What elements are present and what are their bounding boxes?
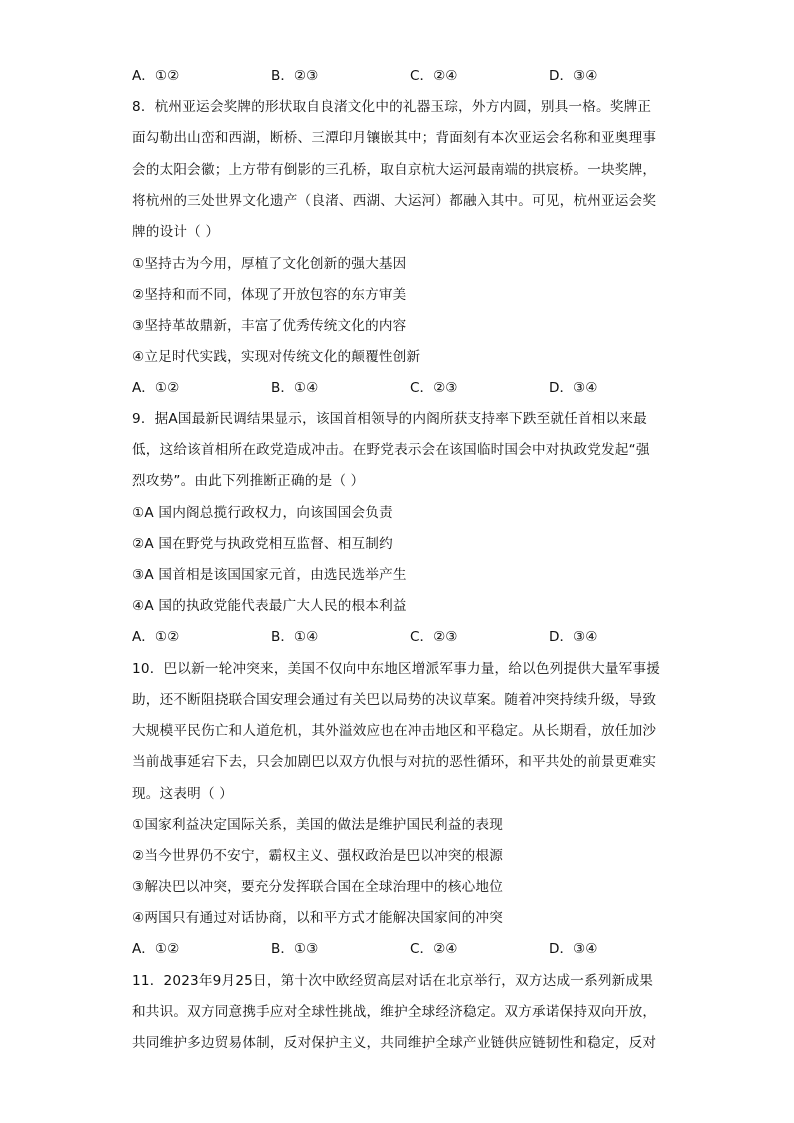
- question-9-line: 9．据A国最新民调结果显示，该国首相领导的内阁所获支持率下跌至就任首相以来最: [132, 411, 647, 427]
- statement-2: ②当今世界仍不安宁，霸权主义、强权政治是巴以冲突的根源: [132, 848, 504, 864]
- question-8-line: 会的太阳会徽；上方带有倒影的三孔桥，取自京杭大运河最南端的拱宸桥。一块奖牌，: [132, 162, 657, 178]
- question-8-line: 8．杭州亚运会奖牌的形状取自良渚文化中的礼器玉琮，外方内圆，别具一格。奖牌正: [132, 99, 652, 115]
- option-c[interactable]: C．②④: [410, 941, 458, 957]
- question-9-line: 低，这给该首相所在政党造成冲击。在野党表示会在该国临时国会中对执政党发起“强: [132, 442, 650, 458]
- statement-1: ①坚持古为今用，厚植了文化创新的强大基因: [132, 256, 407, 272]
- statement-4: ④立足时代实践，实现对传统文化的颠覆性创新: [132, 349, 421, 365]
- options-row-q10: [132, 940, 672, 958]
- statement-2: ②A 国在野党与执政党相互监督、相互制约: [132, 536, 393, 552]
- question-11-line: 共同维护多边贸易体制，反对保护主义，共同维护全球产业链供应链韧性和稳定，反对: [132, 1035, 657, 1051]
- option-b[interactable]: B．①④: [271, 380, 319, 396]
- question-10-line: 大规模平民伤亡和人道危机，其外溢效应也在冲击地区和平稳定。从长期看，放任加沙: [132, 723, 657, 739]
- statement-4: ④两国只有通过对话协商，以和平方式才能解决国家间的冲突: [132, 910, 504, 926]
- option-c[interactable]: C．②③: [410, 629, 458, 645]
- option-a[interactable]: A．①②: [132, 380, 180, 396]
- question-11-line: 和共识。双方同意携手应对全球性挑战，维护全球经济稳定。双方承诺保持双向开放，: [132, 1004, 657, 1020]
- option-c[interactable]: C．②③: [410, 380, 458, 396]
- option-a[interactable]: A．①②: [132, 941, 180, 957]
- statement-3: ③A 国首相是该国国家元首，由选民选举产生: [132, 567, 407, 583]
- statement-3: ③坚持革故鼎新，丰富了优秀传统文化的内容: [132, 318, 407, 334]
- option-a[interactable]: A．①②: [132, 68, 180, 84]
- statement-1: ①A 国内阁总揽行政权力，向该国国会负责: [132, 505, 393, 521]
- option-d[interactable]: D．③④: [549, 941, 598, 957]
- option-a[interactable]: A．①②: [132, 629, 180, 645]
- option-b[interactable]: B．①③: [271, 941, 319, 957]
- options-row-q8: [132, 379, 672, 397]
- question-8-line: 牌的设计（ ）: [132, 224, 220, 240]
- statement-4: ④A 国的执政党能代表最广大人民的根本利益: [132, 598, 407, 614]
- question-10-line: 现。这表明（ ）: [132, 786, 234, 802]
- option-b[interactable]: B．①④: [271, 629, 319, 645]
- statement-1: ①国家利益决定国际关系，美国的做法是维护国民利益的表现: [132, 817, 504, 833]
- question-8-line: 面勾勒出山峦和西湖，断桥、三潭印月镶嵌其中；背面刻有本次亚运会名称和亚奥理事: [132, 130, 657, 146]
- option-d[interactable]: D．③④: [549, 380, 598, 396]
- option-d[interactable]: D．③④: [549, 629, 598, 645]
- statement-3: ③解决巴以冲突，要充分发挥联合国在全球治理中的核心地位: [132, 879, 504, 895]
- option-b[interactable]: B．②③: [271, 68, 319, 84]
- question-10-line: 助，还不断阻挠联合国安理会通过有关巴以局势的决议草案。随着冲突持续升级，导致: [132, 692, 657, 708]
- question-10-line: 10．巴以新一轮冲突来，美国不仅向中东地区增派军事力量，给以色列提供大量军事援: [132, 661, 661, 677]
- question-10-line: 当前战事延宕下去，只会加剧巴以双方仇恨与对抗的恶性循环，和平共处的前景更难实: [132, 754, 657, 770]
- question-8-line: 将杭州的三处世界文化遗产（良渚、西湖、大运河）都融入其中。可见，杭州亚运会奖: [132, 193, 657, 209]
- option-c[interactable]: C．②④: [410, 68, 458, 84]
- options-row-prev: [132, 67, 672, 85]
- question-11-line: 11．2023年9月25日，第十次中欧经贸高层对话在北京举行，双方达成一系列新成果: [132, 973, 654, 989]
- question-9-line: 烈攻势”。由此下列推断正确的是（ ）: [132, 473, 365, 489]
- statement-2: ②坚持和而不同，体现了开放包容的东方审美: [132, 287, 407, 303]
- options-row-q9: [132, 628, 672, 646]
- option-d[interactable]: D．③④: [549, 68, 598, 84]
